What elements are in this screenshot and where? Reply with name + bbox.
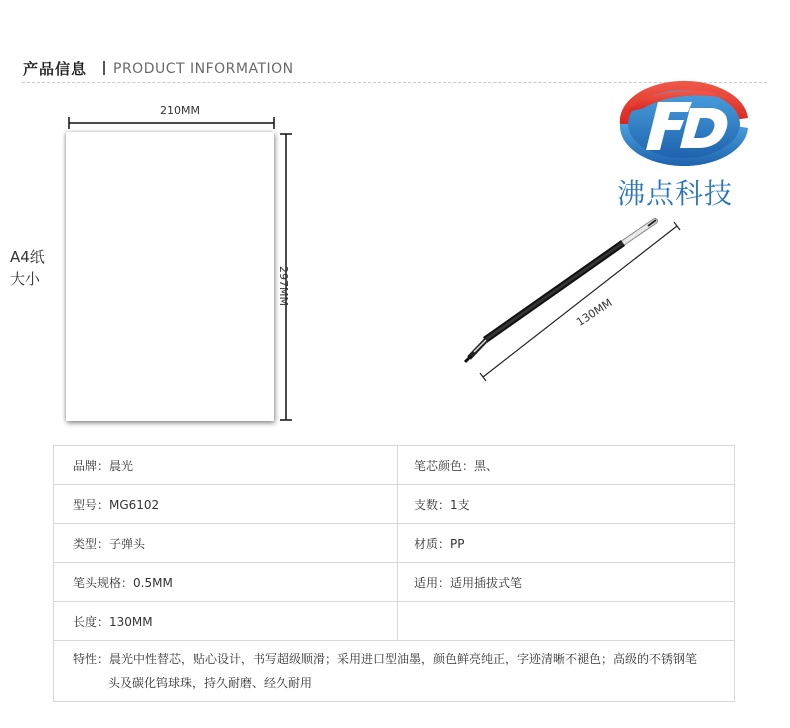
a4-dimension-lines: [60, 110, 300, 430]
brand-name: 沸点科技: [617, 177, 734, 210]
table-row: [54, 641, 735, 702]
spec-table: [53, 445, 735, 702]
a4-height-label: 297MM: [277, 266, 290, 306]
spec-cell: 类型：子弹头: [54, 524, 398, 563]
table-row: [54, 485, 735, 524]
feature-line-1: 特性：晨光中性替芯，贴心设计，书写超级顺滑；采用进口型油墨，颜色鲜亮纯正，字迹清晰不褪色；高级的不锈钢笔: [73, 652, 698, 666]
brand-logo-icon: [614, 78, 754, 170]
table-row: [54, 563, 735, 602]
spec-cell: 笔头规格：0.5MM: [54, 563, 398, 602]
spec-cell: 型号：MG6102: [54, 485, 398, 524]
table-row: [54, 524, 735, 563]
section-title-en: PRODUCT INFORMATION: [113, 61, 294, 77]
refill-illustration: [455, 212, 690, 387]
spec-cell: 长度：130MM: [54, 602, 398, 641]
table-row: [54, 602, 735, 641]
refill-length-label: 130MM: [574, 296, 615, 329]
title-divider: [103, 61, 105, 75]
spec-cell: 品牌：晨光: [54, 446, 398, 485]
feature-cell: [54, 641, 735, 702]
spec-cell: 适用：适用插拔式笔: [398, 563, 735, 602]
feature-line-2: 头及碳化钨球珠，持久耐磨、经久耐用: [108, 676, 313, 690]
section-title-cn: 产品信息: [23, 60, 88, 78]
spec-cell: 材质：PP: [398, 524, 735, 563]
spec-cell: 笔芯颜色：黑、: [398, 446, 735, 485]
a4-width-label: 210MM: [160, 104, 200, 117]
spec-cell: [398, 602, 735, 641]
spec-cell: 支数：1支: [398, 485, 735, 524]
a4-size-label: A4纸大小: [10, 248, 45, 288]
table-row: [54, 446, 735, 485]
